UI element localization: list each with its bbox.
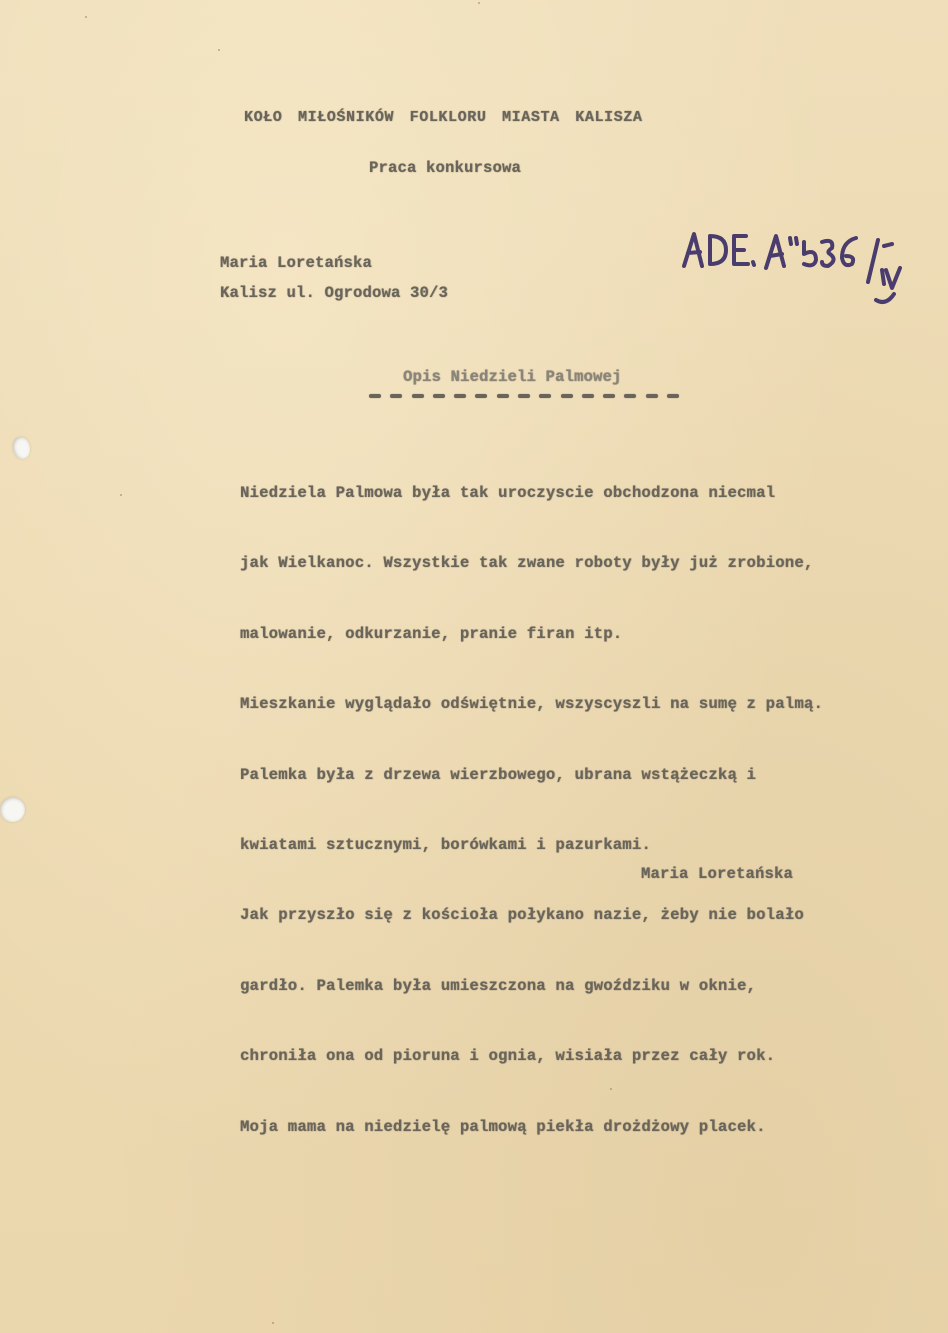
punch-hole-bottom — [0, 797, 25, 822]
paper-speck — [218, 49, 220, 51]
essay-title: Opis Niedzieli Palmowej — [403, 368, 622, 386]
paper-speck — [478, 2, 480, 4]
essay-line: Palemka była z drzewa wierzbowego, ubrana wstążeczką i — [240, 765, 757, 784]
author-address: Kalisz ul. Ogrodowa 30/3 — [220, 284, 449, 302]
essay-line: Jak przyszło się z kościoła połykano nazie, żeby nie bolało — [240, 906, 804, 925]
essay-line: Moja mama na niedzielę palmową piekła drożdżowy placek. — [240, 1117, 766, 1136]
paper-speck — [272, 1322, 274, 1324]
essay-line: Niedziela Palmowa była tak uroczyscie obchodzona niecmal — [240, 484, 776, 502]
essay-body — [240, 443, 823, 1183]
paper-speck — [85, 16, 87, 18]
organization-header: KOŁO MIŁOŚNIKÓW FOLKLORU MIASTA KALISZA — [244, 109, 643, 126]
essay-line: jak Wielkanoc. Wszystkie tak zwane roboty były już zrobione, — [240, 554, 814, 573]
author-name: Maria Loretańska — [220, 254, 373, 272]
author-signature: Maria Loretańska — [641, 865, 794, 883]
archive-signature-handwritten — [680, 226, 910, 316]
essay-line: kwiatami sztucznymi, borówkami i pazurkami. — [240, 835, 651, 854]
essay-title-underline — [369, 394, 679, 398]
paper-speck — [120, 494, 122, 496]
essay-line: chroniła ona od pioruna i ognia, wisiała przez cały rok. — [240, 1047, 776, 1066]
essay-line: Mieszkanie wyglądało odświętnie, wszyscyszli na sumę z palmą. — [240, 695, 824, 714]
punch-hole-top — [10, 435, 33, 461]
document-subtitle: Praca konkursowa — [369, 159, 522, 177]
essay-line: malowanie, odkurzanie, pranie firan itp. — [240, 624, 623, 643]
essay-line: gardło. Palemka była umieszczona na gwoździku w oknie, — [240, 976, 757, 995]
